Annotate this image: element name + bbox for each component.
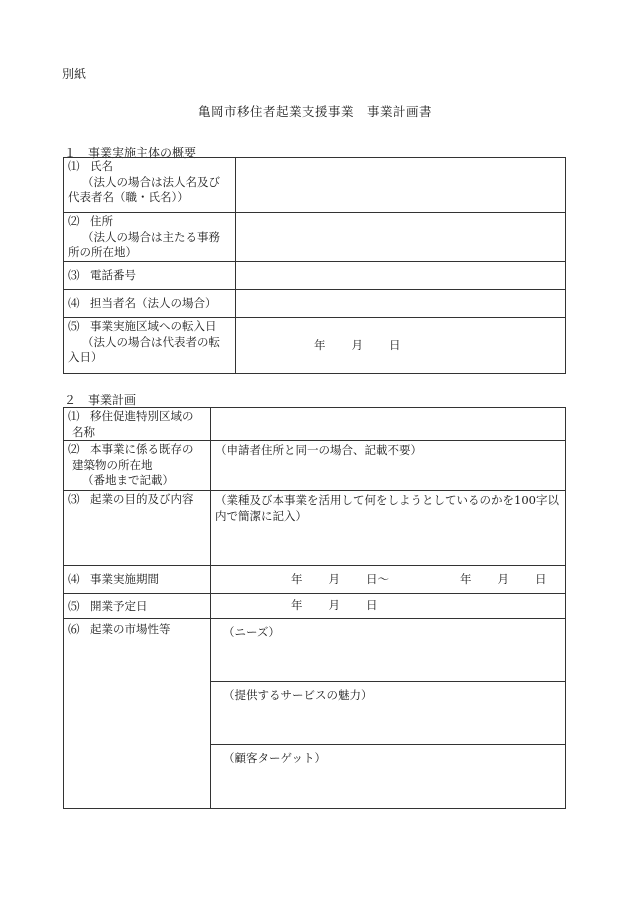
section1-heading: １ 事業実施主体の概要 <box>64 146 197 160</box>
row-label-move-in-date: ⑸ 事業実施区域への転入日 （法人の場合は代表者の転 入日） <box>64 318 236 374</box>
table-row <box>64 262 566 290</box>
contact-person-input-cell[interactable] <box>236 290 566 318</box>
opening-date-cell[interactable]: 年 月 日 <box>211 594 566 619</box>
row-label-name: ⑴ 氏名 （法人の場合は法人名及び 代表者名（職・氏名）） <box>64 158 236 213</box>
purpose-cell[interactable] <box>211 491 566 566</box>
table-row <box>64 441 566 491</box>
table-row <box>64 408 566 441</box>
table-row <box>64 491 566 566</box>
needs-label: （ニーズ） <box>223 625 280 640</box>
document-title: 亀岡市移住者起業支援事業 事業計画書 <box>197 104 432 119</box>
phone-input-cell[interactable] <box>236 262 566 290</box>
table-row <box>64 213 566 262</box>
table-row <box>64 566 566 594</box>
row-label-opening-date: ⑸ 開業予定日 <box>64 594 211 619</box>
table-row <box>64 594 566 619</box>
marketability-cell <box>211 619 566 809</box>
row-label-special-zone: ⑴ 移住促進特別区域の 名称 <box>64 408 211 441</box>
row-label-phone: ⑶ 電話番号 <box>64 262 236 290</box>
move-in-date-cell[interactable]: 年 月 日 <box>236 318 566 374</box>
table-row <box>64 318 566 374</box>
customer-target-label: （顧客ターゲット） <box>223 751 327 766</box>
row-label-contact-person: ⑷ 担当者名（法人の場合） <box>64 290 236 318</box>
address-input-cell[interactable] <box>236 213 566 262</box>
service-appeal-label: （提供するサービスの魅力） <box>223 688 373 703</box>
building-location-cell[interactable] <box>211 441 566 491</box>
special-zone-input-cell[interactable] <box>211 408 566 441</box>
period-cell[interactable]: 年 月 日～ 年 月 日 <box>211 566 566 594</box>
building-location-note: （申請者住所と同一の場合、記載不要） <box>215 443 422 458</box>
table-row <box>64 619 566 809</box>
table-row <box>64 158 566 213</box>
row-label-period: ⑷ 事業実施期間 <box>64 566 211 594</box>
row-label-purpose: ⑶ 起業の目的及び内容 <box>64 491 211 566</box>
section2-table <box>63 407 566 809</box>
name-input-cell[interactable] <box>236 158 566 213</box>
service-appeal-box[interactable] <box>211 682 565 745</box>
annex-label: 別紙 <box>62 67 87 81</box>
table-row <box>64 290 566 318</box>
purpose-note: （業種及び本事業を活用して何をしようとしているのかを100字以内で簡潔に記入） <box>215 493 559 523</box>
section2-heading: ２ 事業計画 <box>64 393 137 407</box>
row-label-marketability: ⑹ 起業の市場性等 <box>64 619 211 809</box>
needs-box[interactable] <box>211 619 565 682</box>
customer-target-box[interactable] <box>211 745 565 808</box>
row-label-address: ⑵ 住所 （法人の場合は主たる事務 所の所在地） <box>64 213 236 262</box>
row-label-building-location: ⑵ 本事業に係る既存の 建築物の所在地 （番地まで記載） <box>64 441 211 491</box>
section1-table <box>63 157 566 374</box>
